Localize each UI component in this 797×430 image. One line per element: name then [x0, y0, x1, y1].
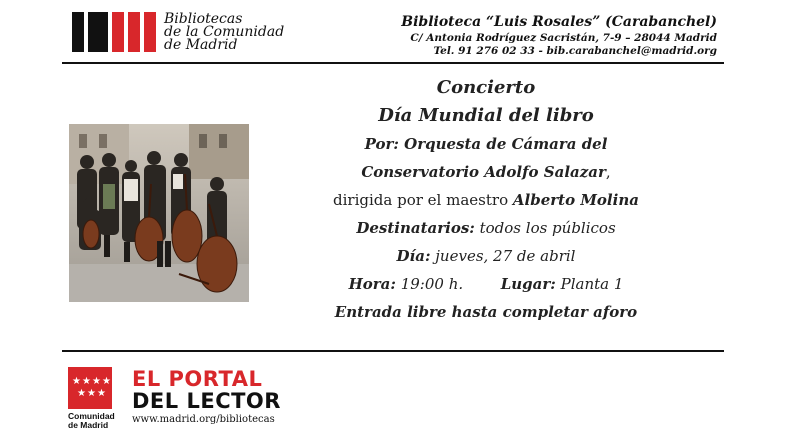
star-icon: ★: [72, 376, 81, 387]
comunidad-madrid-text: [68, 412, 116, 430]
comunidad-madrid-logo: [68, 367, 116, 430]
place-value: Planta 1: [560, 275, 624, 293]
star-icon: ★: [92, 376, 101, 387]
logo-line: Bibliotecas: [164, 10, 243, 27]
cm-line: Comunidad: [68, 411, 115, 421]
logo-bar-red: [128, 12, 140, 52]
event-type: Concierto: [436, 77, 536, 98]
logo-bars-icon: [72, 12, 156, 52]
star-icon: ★: [102, 376, 111, 387]
star-icon: ★: [87, 388, 96, 399]
portal-line-1: EL PORTAL: [132, 367, 263, 391]
conservatory-name: Conservatorio Adolfo Salazar: [361, 163, 606, 181]
star-icon: ★: [97, 388, 106, 399]
madrid-flag-icon: [68, 367, 112, 409]
day-value: jueves, 27 de abril: [435, 247, 576, 265]
portal-del-lector-logo: [132, 368, 281, 425]
director-name: Alberto Molina: [512, 191, 639, 209]
place-label: Lugar:: [500, 275, 556, 293]
bibliotecas-madrid-logo: [72, 10, 284, 54]
cm-line: de Madrid: [68, 420, 109, 430]
library-name: Biblioteca “Luis Rosales” (Carabanchel): [401, 14, 717, 30]
top-divider: [62, 62, 724, 64]
audience-line: [300, 214, 672, 242]
portal-line-2: DEL LECTOR: [132, 389, 281, 413]
performer-line-2: [300, 158, 672, 186]
time-place-line: [300, 270, 672, 298]
performer-line-1: Por: Orquesta de Cámara del: [364, 135, 608, 153]
orchestra-photo-image: [69, 124, 249, 302]
logo-bar: [72, 12, 84, 52]
logo-bar-red: [144, 12, 156, 52]
library-address: C/ Antonia Rodríguez Sacristán, 7-9 – 28044 Madrid: [410, 32, 717, 44]
time-label: Hora:: [348, 275, 396, 293]
logo-line: de la Comunidad: [164, 23, 285, 40]
director-prefix: dirigida por el maestro: [333, 191, 509, 209]
director-line: [300, 186, 672, 214]
logo-text: [164, 10, 285, 53]
logo-line: de Madrid: [164, 36, 238, 53]
event-details: [300, 74, 672, 326]
audience-label: Destinatarios:: [356, 219, 475, 237]
orchestra-photo: [69, 124, 249, 302]
bottom-divider: [62, 350, 724, 352]
library-info: [401, 14, 717, 58]
day-line: [300, 242, 672, 270]
star-icon: ★: [77, 388, 86, 399]
event-title: Día Mundial del libro: [378, 105, 594, 126]
time-value: 19:00 h.: [400, 275, 464, 293]
audience-value: todos los públicos: [479, 219, 616, 237]
star-icon: ★: [82, 376, 91, 387]
day-label: Día:: [396, 247, 431, 265]
logo-bar-red: [112, 12, 124, 52]
comma: ,: [605, 163, 611, 181]
entry-note: Entrada libre hasta completar aforo: [334, 303, 638, 321]
logo-bar: [88, 12, 108, 52]
library-contact: Tel. 91 276 02 33 - bib.carabanchel@madrid.org: [433, 45, 717, 57]
portal-url[interactable]: www.madrid.org/bibliotecas: [132, 414, 275, 425]
